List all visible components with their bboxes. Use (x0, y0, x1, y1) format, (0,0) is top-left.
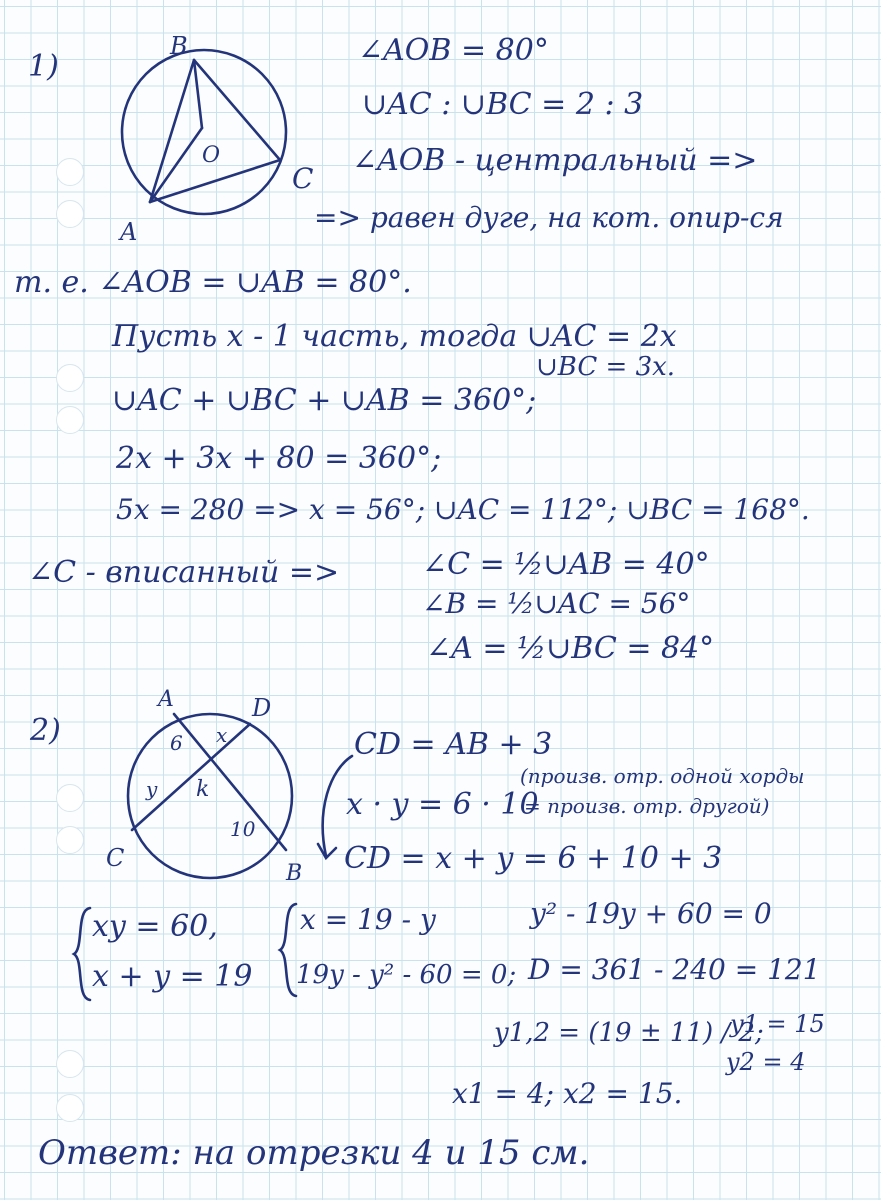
binder-hole (56, 364, 84, 392)
radius-oa (150, 128, 202, 202)
p2-line-product: x · y = 6 · 10 (346, 787, 539, 822)
p2-system2-eq2: 19y - y² - 60 = 0; (296, 960, 517, 990)
p2-system1-eq1: xy = 60, (92, 909, 218, 944)
p2-roots: y1,2 = (19 ± 11) / 2; (494, 1018, 764, 1048)
problem2-number: 2) (30, 713, 61, 748)
p2-quadratic: y² - 19y + 60 = 0 (530, 897, 772, 930)
answer-line: Ответ: на отрезки 4 и 15 см. (38, 1133, 590, 1173)
p2-line-note-a: (произв. отр. одной хорды (520, 764, 805, 788)
p1-line-equation: 2x + 3x + 80 = 360°; (116, 441, 442, 476)
chord-ab (150, 60, 194, 202)
circle-outline (122, 50, 286, 214)
binder-hole (56, 826, 84, 854)
p2-line-cd-sum: CD = x + y = 6 + 10 + 3 (344, 841, 723, 876)
p2-x-values: x1 = 4; x2 = 15. (452, 1077, 683, 1110)
radius-ob (194, 60, 202, 128)
p1-line-arc-ratio: ∪AC : ∪BC = 2 : 3 (362, 87, 644, 122)
p1-line-angle-aob: ∠AOB = 80° (358, 33, 549, 68)
binder-hole (56, 158, 84, 186)
binder-hole (56, 1050, 84, 1078)
binder-hole (56, 200, 84, 228)
arrow-head (318, 844, 336, 858)
label-six: 6 (170, 731, 183, 755)
p1-line-inscribed: ∠C - вписанный => (28, 555, 340, 590)
p2-root-y2: y2 = 4 (726, 1048, 806, 1076)
problem2-circle-figure (100, 680, 310, 910)
binder-hole (56, 406, 84, 434)
p1-line-angle-b: ∠B = ½∪AC = 56° (422, 587, 691, 620)
label-d: D (252, 694, 272, 722)
p1-line-te: т. е. ∠AOB = ∪AB = 80°. (14, 265, 412, 300)
p1-line-equals-arc: => равен дуге, на кот. опир-ся (314, 201, 784, 234)
p1-line-angle-c: ∠C = ½∪AB = 40° (422, 547, 710, 582)
p1-line-central: ∠AOB - центральный => (352, 143, 758, 178)
problem1-circle-figure (110, 28, 314, 258)
label-a: A (120, 218, 138, 246)
label-c: C (292, 162, 314, 195)
p1-line-sum-arcs: ∪AC + ∪BC + ∪AB = 360°; (112, 383, 537, 418)
p2-root-y1: y1 = 15 (730, 1010, 825, 1038)
label-y: y (146, 777, 158, 801)
p2-line-note-b: = произв. отр. другой) (524, 794, 770, 818)
label-c: C (106, 844, 125, 872)
label-ten: 10 (230, 817, 256, 841)
p1-line-angle-a: ∠A = ½∪BC = 84° (426, 631, 715, 666)
p2-system1-eq2: x + y = 19 (92, 959, 253, 994)
problem1-number: 1) (28, 49, 59, 84)
p2-discriminant: D = 361 - 240 = 121 (528, 953, 821, 986)
p1-line-bc-3x: ∪BC = 3x. (536, 352, 676, 382)
label-o: O (202, 143, 221, 168)
label-k: k (196, 777, 210, 802)
p2-line-cd-ab: CD = AB + 3 (354, 727, 553, 762)
label-a: A (158, 687, 174, 712)
binder-hole (56, 784, 84, 812)
p1-line-solution: 5x = 280 => x = 56°; ∪AC = 112°; ∪BC = 168°. (116, 493, 810, 526)
label-b: B (286, 861, 303, 886)
p2-system2-eq1: x = 19 - y (300, 903, 436, 936)
label-x: x (216, 723, 228, 747)
binder-hole (56, 1094, 84, 1122)
label-b: B (170, 32, 188, 60)
p1-line-let-x: Пусть x - 1 часть, тогда ∪AC = 2x (112, 319, 677, 354)
system-brace-1 (70, 904, 94, 1004)
